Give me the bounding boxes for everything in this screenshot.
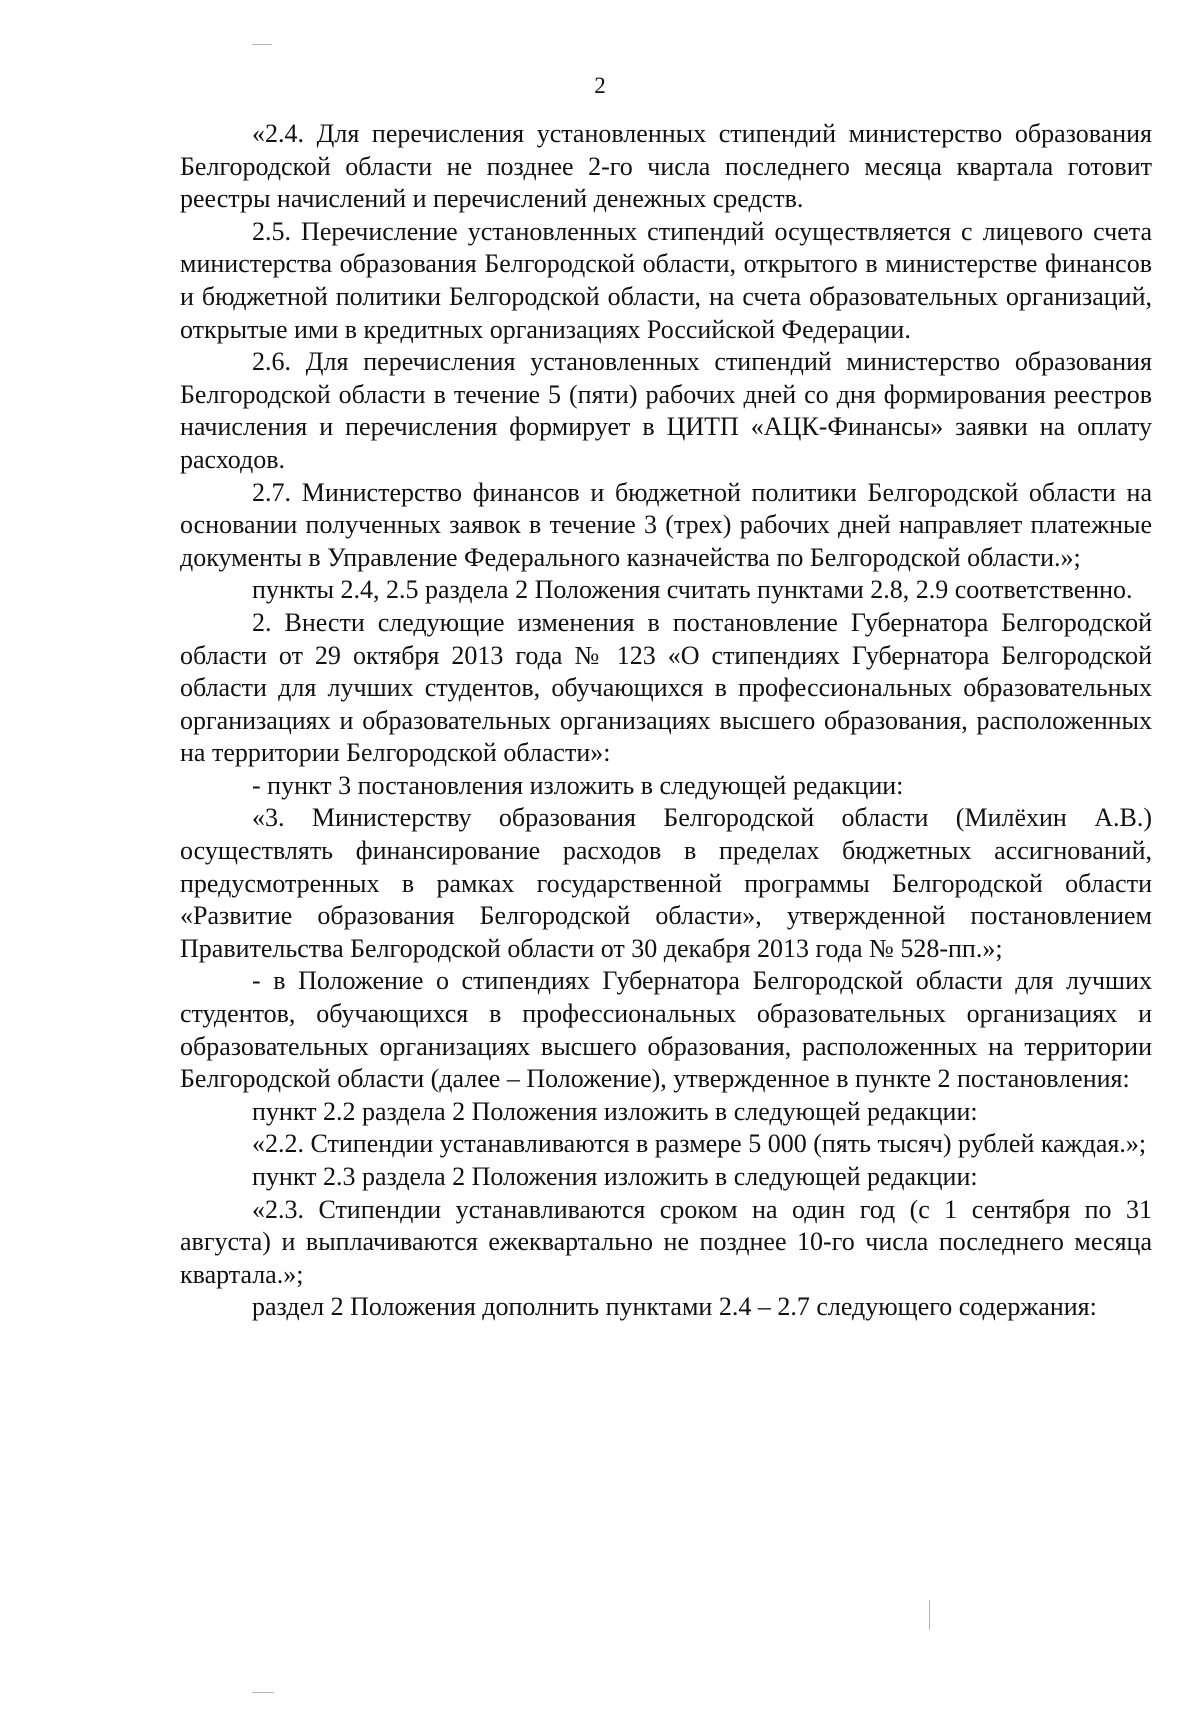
page-number: 2 (594, 73, 606, 98)
paragraph-2-4: «2.4. Для перечисления установленных стипендий министерство образования Белгородской области не позднее 2-го числа последнего месяца квартала готовит реестры начислений и перечислений денежных средств. (180, 119, 1152, 214)
paragraph-point-3-text: «3. Министерству образования Белгородской области (Милёхин А.В.) осуществлять финансирование расходов в пределах бюджетных ассигнований, предусмотренных в рамках государственной программы Белгородской области «Развитие образования Белгородской области», утвержденной постановлением Правительства Белгородской области от 30 декабря 2013 года № 528-пп.»; (180, 803, 1152, 963)
paragraph-point-2-2-edit: пункт 2.2 раздела 2 Положения изложить в следующей редакции: (252, 1096, 978, 1126)
paragraph-2-7: 2.7. Министерство финансов и бюджетной политики Белгородской области на основании полученных заявок в течение 3 (трех) рабочих дней направляет платежные документы в Управление Федерального казначейства по Белгородской области.»; (180, 477, 1152, 572)
document-body (180, 118, 1152, 1324)
paragraph-point-2-3-edit: пункт 2.3 раздела 2 Положения изложить в следующей редакции: (252, 1162, 978, 1191)
paragraph-renumber: пункты 2.4, 2.5 раздела 2 Положения считать пунктами 2.8, 2.9 соответственно. (252, 575, 1133, 605)
paragraph-2-5: 2.5. Перечисление установленных стипендий осуществляется с лицевого счета министерства образования Белгородской области, открытого в министерстве финансов и бюджетной политики Белгородской области, на счета образовательных организаций, открытые ими в кредитных организациях Российской Федерации. (180, 216, 1152, 344)
scan-speck-top (252, 44, 272, 45)
paragraph-point-2-3-text: «2.3. Стипендии устанавливаются сроком на один год (с 1 сентября по 31 августа) и выплачиваются ежеквартально не позднее 10-го числа последнего месяца квартала.»; (180, 1194, 1152, 1289)
paragraph-item-2-amend-decree: 2. Внести следующие изменения в постановление Губернатора Белгородской области от 29 октября 2013 года № 123 «О стипендиях Губернатора Белгородской области для лучших студентов, обучающихся в профессиональных образовательных организациях и образовательных организациях высшего образования, расположенных на территории Белгородской области»: (180, 607, 1152, 768)
paragraph-point-3-edit: - пункт 3 постановления изложить в следующей редакции: (252, 770, 904, 800)
scan-speck-bottom (252, 1692, 274, 1693)
scan-line-right-lower (929, 1600, 930, 1630)
paragraph-2-6: 2.6. Для перечисления установленных стипендий министерство образования Белгородской области в течение 5 (пяти) рабочих дней со дня формирования реестров начисления и перечисления формирует в ЦИТП «АЦК-Финансы» заявки на оплату расходов. (180, 347, 1152, 474)
paragraph-point-2-2-text: «2.2. Стипендии устанавливаются в размере 5 000 (пять тысяч) рублей каждая.»; (252, 1129, 1147, 1159)
paragraph-section-2-supplement: раздел 2 Положения дополнить пунктами 2.4 – 2.7 следующего содержания: (252, 1292, 1097, 1322)
paragraph-regulation-amend: - в Положение о стипендиях Губернатора Белгородской области для лучших студентов, обучающихся в профессиональных образовательных организациях и образовательных организациях высшего образования, расположенных на территории Белгородской области (далее – Положение), утвержденное в пункте 2 постановления: (180, 966, 1152, 1094)
